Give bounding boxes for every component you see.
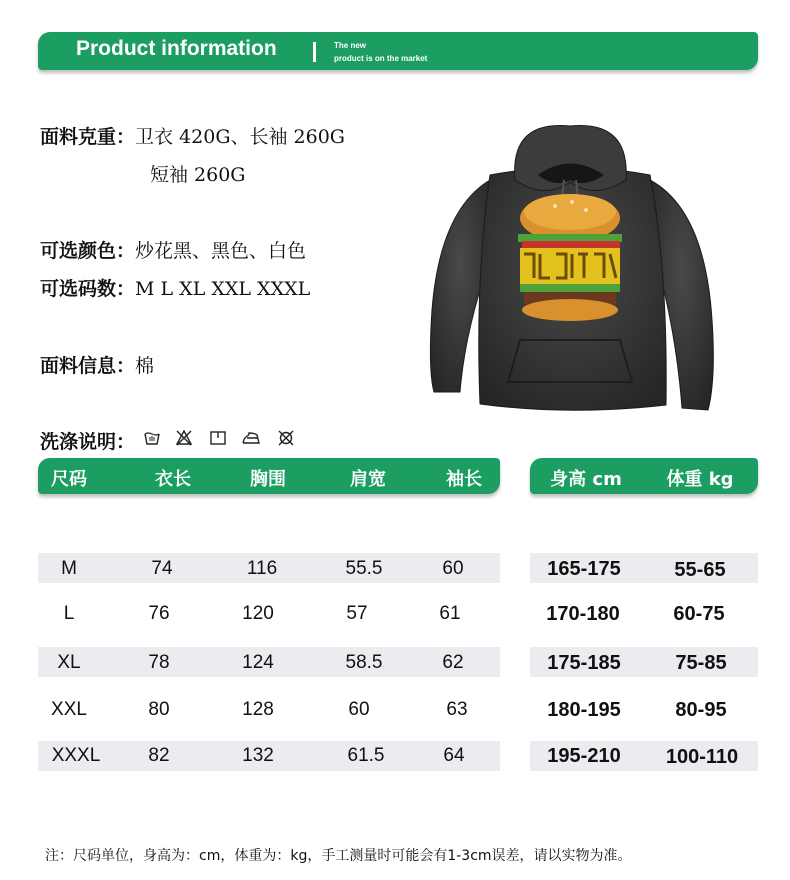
size-header-chest: 胸围 [250, 469, 286, 490]
length-cell: 80 [148, 699, 170, 720]
fabric-info-value: 棉 [135, 355, 155, 377]
fit-table-header [530, 458, 758, 494]
height-cell: 170-180 [546, 603, 620, 625]
weight-cell: 100-110 [665, 746, 739, 768]
length-cell: 82 [148, 745, 170, 766]
weight-cell: 60-75 [673, 603, 725, 625]
fit-header-weight: 体重 kg [666, 469, 734, 490]
no-bleach-icon [175, 429, 193, 447]
length-cell: 76 [148, 603, 170, 624]
sleeve-cell: 64 [443, 745, 465, 766]
banner-subtitle [334, 39, 427, 65]
fabric-info-line [40, 351, 154, 378]
color-options-value: 炒花黑、黑色、白色 [135, 240, 307, 262]
hoodie-product-image [420, 120, 720, 420]
size-header-length: 衣长 [155, 469, 191, 490]
shoulder-cell: 57 [346, 603, 368, 624]
sleeve-cell: 61 [439, 603, 461, 624]
fabric-weight-line2 [150, 160, 245, 187]
measurement-note: 注：尺码单位，身高为：cm，体重为：kg，手工测量时可能会有1-3cm误差，请以实物为准。 [45, 848, 632, 864]
no-dry-clean-icon [277, 429, 295, 447]
shoulder-cell: 58.5 [345, 652, 383, 673]
fabric-weight-line [40, 122, 345, 149]
size-options-label: 可选码数： [40, 278, 136, 300]
banner-divider [313, 42, 316, 62]
care-instructions-line [40, 427, 135, 454]
fit-header-height: 身高 cm [550, 469, 622, 490]
length-cell: 78 [148, 652, 170, 673]
size-cell: XL [57, 652, 81, 673]
size-cell: L [63, 603, 75, 624]
tumble-dry-icon [209, 429, 227, 447]
product-info-banner [38, 32, 758, 70]
care-instructions-label: 洗涤说明： [40, 431, 136, 453]
chest-cell: 128 [242, 699, 274, 720]
size-cell: XXXL [51, 745, 101, 766]
length-cell: 74 [151, 558, 173, 579]
height-cell: 180-195 [547, 699, 621, 721]
height-cell: 165-175 [547, 558, 621, 580]
iron-icon [241, 429, 261, 447]
chest-cell: 132 [242, 745, 274, 766]
size-cell: XXL [51, 699, 87, 720]
weight-cell: 75-85 [675, 652, 727, 674]
weight-cell: 80-95 [675, 699, 727, 721]
size-options-line [40, 274, 310, 301]
banner-subtitle-line2: product is on the market [334, 54, 428, 63]
sleeve-cell: 63 [446, 699, 468, 720]
sleeve-cell: 60 [442, 558, 464, 579]
size-options-value: M L XL XXL XXXL [135, 278, 311, 300]
height-cell: 195-210 [547, 745, 621, 767]
size-header-size: 尺码 [51, 469, 87, 490]
fabric-weight-value: 卫衣 420G、长袖 260G [135, 126, 345, 148]
color-options-line [40, 236, 306, 263]
banner-subtitle-line1: The new [334, 41, 367, 50]
fabric-info-label: 面料信息： [40, 355, 136, 377]
height-cell: 175-185 [547, 652, 621, 674]
shoulder-cell: 60 [348, 699, 370, 720]
chest-cell: 116 [246, 558, 278, 579]
chest-cell: 124 [242, 652, 274, 673]
color-options-label: 可选颜色： [40, 240, 136, 262]
weight-cell: 55-65 [674, 559, 726, 581]
banner-title: Product information [76, 37, 277, 60]
fabric-weight-label: 面料克重： [40, 126, 136, 148]
sleeve-cell: 62 [442, 652, 464, 673]
size-header-shoulder: 肩宽 [350, 469, 386, 490]
shoulder-cell: 55.5 [345, 558, 383, 579]
chest-cell: 120 [242, 603, 274, 624]
shoulder-cell: 61.5 [347, 745, 385, 766]
size-table-header [38, 458, 500, 494]
size-cell: M [61, 558, 77, 579]
hand-wash-icon [143, 429, 161, 447]
size-header-sleeve: 袖长 [446, 469, 482, 490]
fabric-weight-value2: 短袖 260G [150, 164, 246, 186]
